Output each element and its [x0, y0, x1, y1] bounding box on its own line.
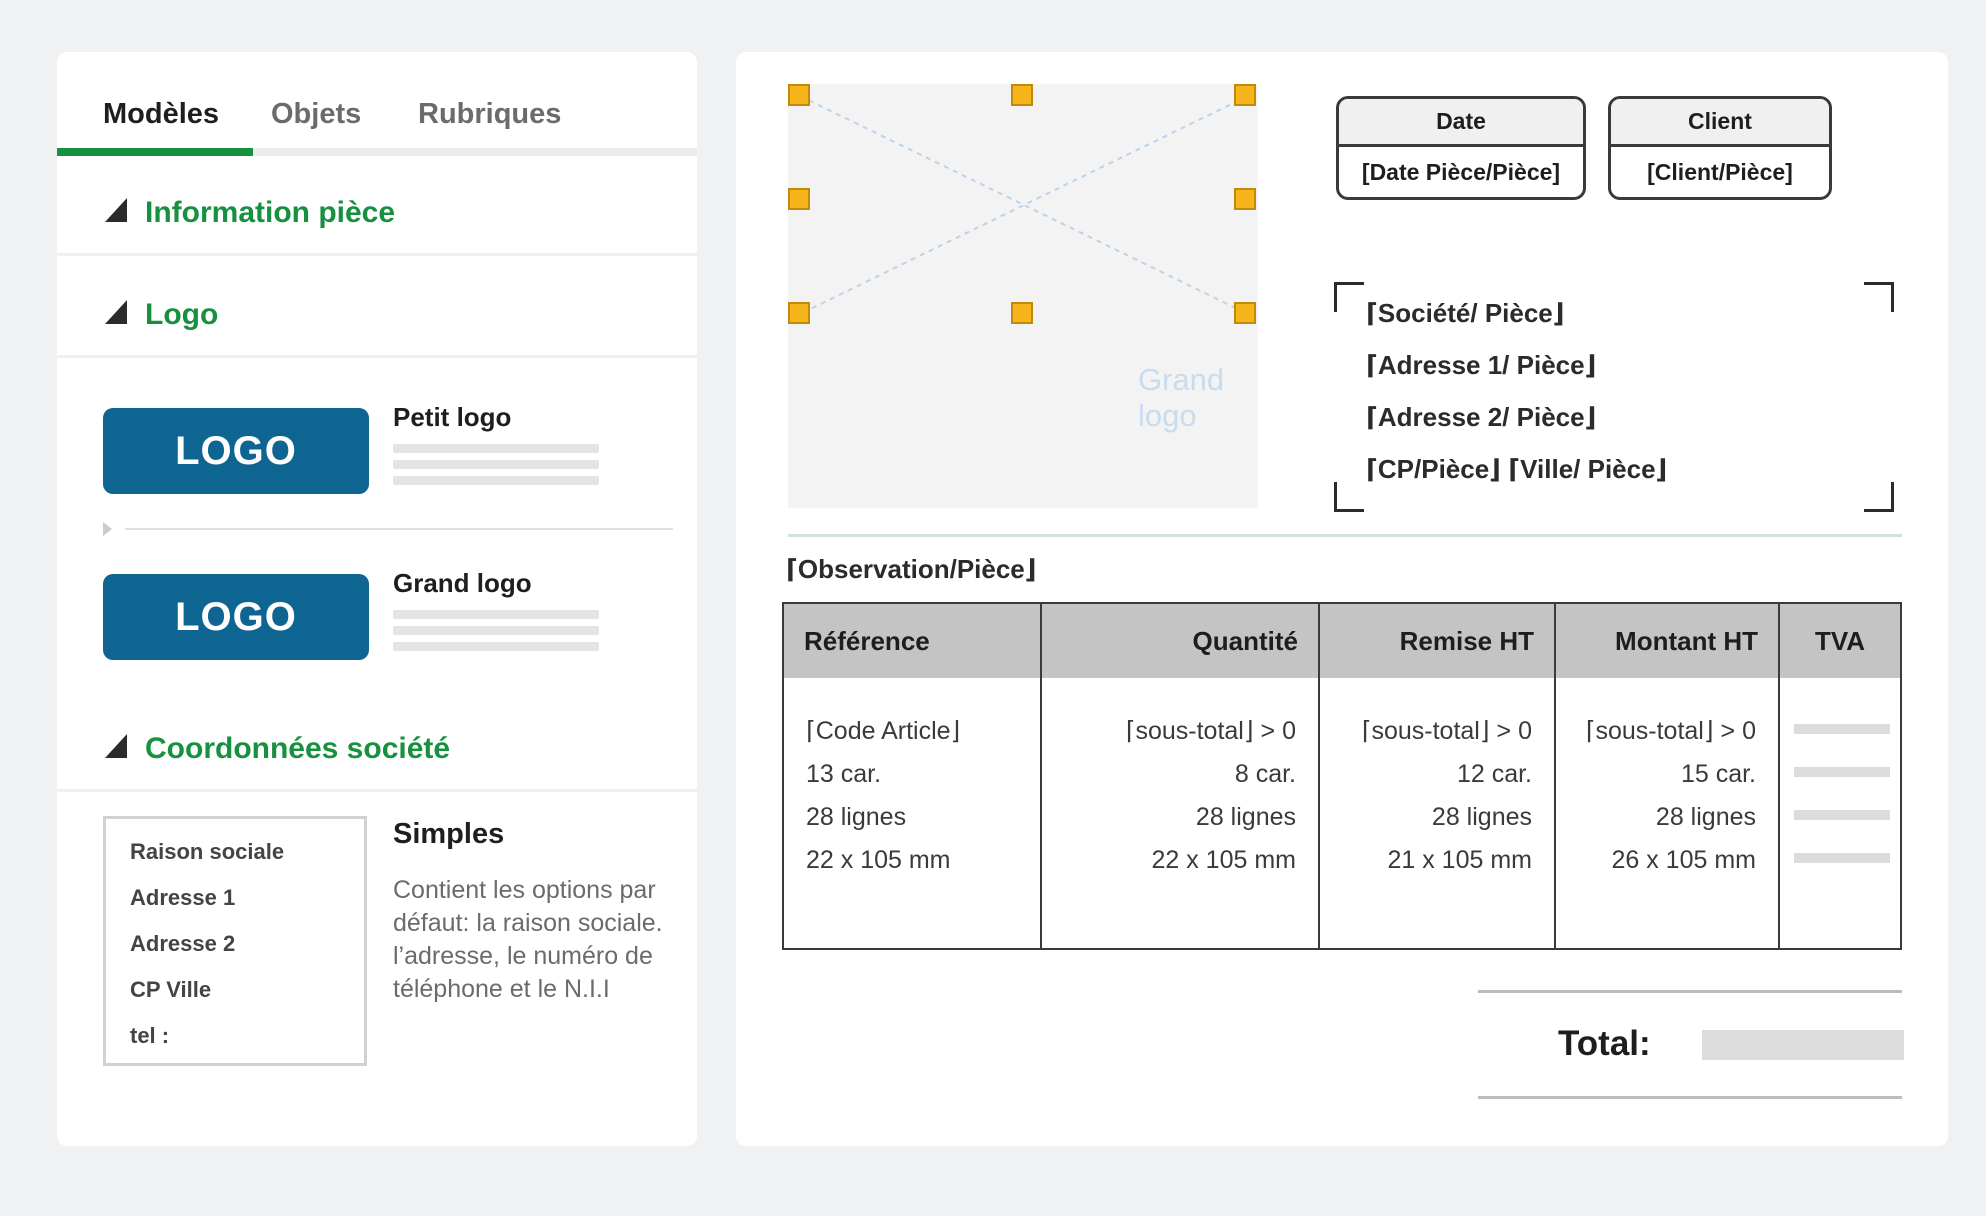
tva-placeholder-bar [1794, 724, 1890, 734]
tab-rubriques[interactable]: Rubriques [418, 98, 562, 130]
total-bottom-rule [1478, 1096, 1902, 1099]
client-field-value: [Client/Pièce] [1647, 158, 1793, 185]
petit-logo-option[interactable] [103, 402, 663, 508]
company-info-card[interactable] [103, 816, 367, 1066]
placeholder-line [393, 642, 599, 651]
table-cell: ⌈sous-total⌋ > 0 [1125, 717, 1296, 745]
table-cell: 26 x 105 mm [1611, 846, 1756, 874]
column-remise-cells [1318, 710, 1554, 882]
simples-description: Contient les options par défaut: la raison sociale. l’adresse, le numéro de téléphone et le N.I.I [393, 876, 663, 1003]
table-cell: 28 lignes [1195, 803, 1296, 831]
collapse-triangle-icon [105, 734, 127, 758]
address-line-societe: ⌈Société/ Pièce⌋ [1366, 298, 1565, 328]
header-reference[interactable]: Référence [804, 625, 930, 656]
resize-handle-left[interactable] [788, 188, 810, 210]
header-montant-ht[interactable]: Montant HT [1615, 625, 1758, 656]
table-cell: 28 lignes [806, 803, 907, 831]
collapse-triangle-icon [105, 300, 127, 324]
total-top-rule [1478, 990, 1902, 993]
client-field-header: Client [1611, 99, 1829, 147]
logo-placeholder[interactable] [788, 84, 1258, 508]
observation-field[interactable]: ⌈Observation/Pièce⌋ [786, 554, 1037, 584]
card-line: Adresse 1 [130, 885, 236, 910]
caret-right-icon [103, 522, 112, 536]
card-line: Adresse 2 [130, 931, 236, 956]
table-cell: ⌈Code Article⌋ [806, 717, 961, 745]
client-field[interactable] [1608, 96, 1832, 200]
corner-mark [1864, 282, 1894, 312]
card-line: CP Ville [130, 977, 212, 1002]
card-line: Raison sociale [130, 839, 285, 864]
tab-modeles[interactable]: Modèles [103, 98, 220, 130]
table-cell: ⌈sous-total⌋ > 0 [1585, 717, 1756, 745]
header-tva[interactable]: TVA [1814, 625, 1866, 656]
section-information-piece[interactable] [57, 156, 697, 256]
column-quantite-cells [1040, 710, 1318, 882]
table-cell: 22 x 105 mm [806, 846, 951, 874]
tva-placeholder-bar [1794, 767, 1890, 777]
table-cell: 15 car. [1680, 760, 1756, 788]
tab-active-indicator [57, 148, 253, 156]
corner-mark [1864, 482, 1894, 512]
logo-divider [103, 522, 673, 536]
logo-small-button[interactable]: LOGO [103, 408, 369, 494]
divider-rule [125, 528, 673, 530]
resize-handle-right[interactable] [1234, 188, 1256, 210]
section-label: Information pièce [145, 196, 396, 229]
resize-handle-top[interactable] [1011, 84, 1033, 106]
placeholder-line [393, 460, 599, 469]
resize-handle-top-left[interactable] [788, 84, 810, 106]
placeholder-line [393, 444, 599, 453]
left-panel [57, 52, 697, 1146]
table-cell: 28 lignes [1431, 803, 1532, 831]
placeholder-cross-icon [788, 84, 1258, 508]
section-label: Logo [145, 298, 219, 331]
table-cell: 8 car. [1234, 760, 1296, 788]
address-line-cp-ville: ⌈CP/Pièce⌋ ⌈Ville/ Pièce⌋ [1366, 454, 1668, 484]
header-quantite[interactable]: Quantité [1192, 625, 1298, 656]
placeholder-line [393, 626, 599, 635]
header-separator [788, 534, 1902, 537]
address-line-adresse1: ⌈Adresse 1/ Pièce⌋ [1366, 350, 1597, 380]
tab-bar [57, 52, 697, 158]
address-line-adresse2: ⌈Adresse 2/ Pièce⌋ [1366, 402, 1597, 432]
resize-handle-bottom[interactable] [1011, 302, 1033, 324]
table-cell: 12 car. [1456, 760, 1532, 788]
document-canvas [736, 52, 1948, 1146]
card-line: tel : [130, 1023, 170, 1048]
collapse-triangle-icon [105, 198, 127, 222]
tva-placeholder-bar [1794, 853, 1890, 863]
resize-handle-top-right[interactable] [1234, 84, 1256, 106]
simples-title: Simples [393, 818, 505, 850]
date-field[interactable] [1336, 96, 1586, 200]
logo-large-button[interactable]: LOGO [103, 574, 369, 660]
resize-handle-bottom-left[interactable] [788, 302, 810, 324]
placeholder-line [393, 476, 599, 485]
section-label: Coordonnées société [145, 732, 451, 765]
column-reference-cells [784, 710, 1040, 882]
option-title: Grand logo [393, 568, 532, 598]
total-value-placeholder[interactable] [1702, 1030, 1904, 1060]
table-cell: ⌈sous-total⌋ > 0 [1361, 717, 1532, 745]
company-address-block[interactable] [1334, 282, 1894, 512]
corner-mark [1334, 282, 1364, 312]
table-cell: 28 lignes [1655, 803, 1756, 831]
placeholder-line [393, 610, 599, 619]
grand-logo-option[interactable] [103, 568, 663, 674]
placeholder-caption: Grand logo [1138, 362, 1225, 433]
corner-mark [1334, 482, 1364, 512]
date-field-header: Date [1339, 99, 1583, 147]
resize-handle-bottom-right[interactable] [1234, 302, 1256, 324]
lines-table[interactable] [782, 602, 1902, 950]
date-field-value: [Date Pièce/Pièce] [1361, 158, 1561, 185]
tva-placeholder-bar [1794, 810, 1890, 820]
section-coordonnees-societe[interactable] [57, 692, 697, 792]
column-montant-cells [1554, 710, 1778, 882]
section-logo[interactable] [57, 258, 697, 358]
table-cell: 21 x 105 mm [1387, 846, 1532, 874]
table-cell: 13 car. [806, 760, 882, 788]
total-label: Total: [1558, 1024, 1651, 1063]
table-cell: 22 x 105 mm [1151, 846, 1296, 874]
tab-objets[interactable]: Objets [271, 98, 362, 130]
header-remise-ht[interactable]: Remise HT [1399, 625, 1534, 656]
option-title: Petit logo [393, 402, 512, 432]
